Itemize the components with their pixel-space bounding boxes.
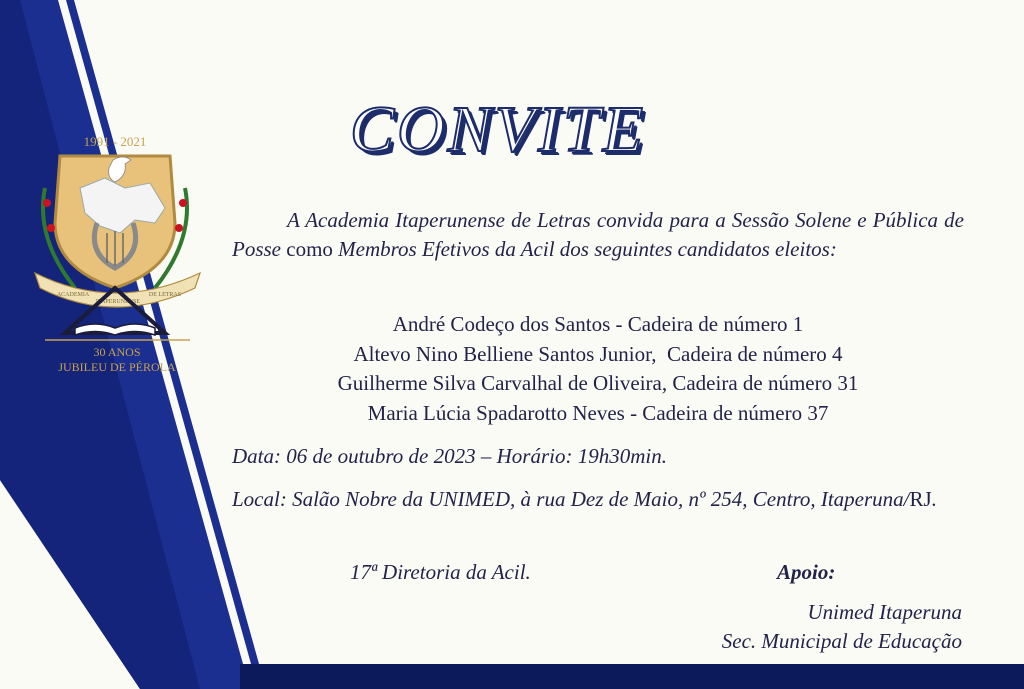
emblem-motto: JUBILEU DE PÉROLA [58,360,176,374]
support-label: Apoio: [777,560,836,584]
bottom-blue-bar [240,664,1024,689]
intro-part-2: como [281,237,339,261]
candidate-item: André Codeço dos Santos - Cadeira de número 1 [392,312,804,336]
invitation-title: CONVITE [350,93,647,166]
intro-part-3: Membros Efetivos da Acil dos seguintes candidatos eleitos: [338,237,837,261]
emblem-anniversary: 30 ANOS [93,345,141,359]
ribbon-text-1: ACADEMIA [56,292,90,298]
location-suffix: . [931,487,937,511]
candidate-item: Altevo Nino Belliene Santos Junior, Cadeira de número 4 [353,341,843,366]
invitation-intro [232,206,964,264]
location-state: RJ [909,487,932,511]
academy-emblem [25,128,215,378]
sponsor-item: Unimed Itaperuna [807,600,962,624]
sponsor-list [722,598,962,656]
emblem-years: 1991 - 2021 [83,134,147,149]
ribbon-text-3: DE LETRAS [148,292,182,298]
board-signature: 17ª Diretoria da Acil. [350,560,531,584]
event-date: Data: 06 de outubro de 2023 – Horário: 19h30min. [232,444,667,468]
candidate-list [232,310,964,428]
event-location [232,484,964,515]
candidate-item: Guilherme Silva Carvalhal de Oliveira, Cadeira de número 31 [337,371,859,395]
ribbon-text-2: ITAPERUNENSE [95,299,141,305]
candidate-item: Maria Lúcia Spadarotto Neves - Cadeira de número 37 [367,400,829,425]
sponsor-item: Sec. Municipal de Educação [721,629,962,653]
intro-part-1: A Academia Itaperunense de Letras convida para a Sessão Solene e Pública de Posse [232,208,964,261]
location-text: Local: Salão Nobre da UNIMED, à rua Dez de Maio, nº 254, Centro, Itaperuna/ [232,487,910,511]
